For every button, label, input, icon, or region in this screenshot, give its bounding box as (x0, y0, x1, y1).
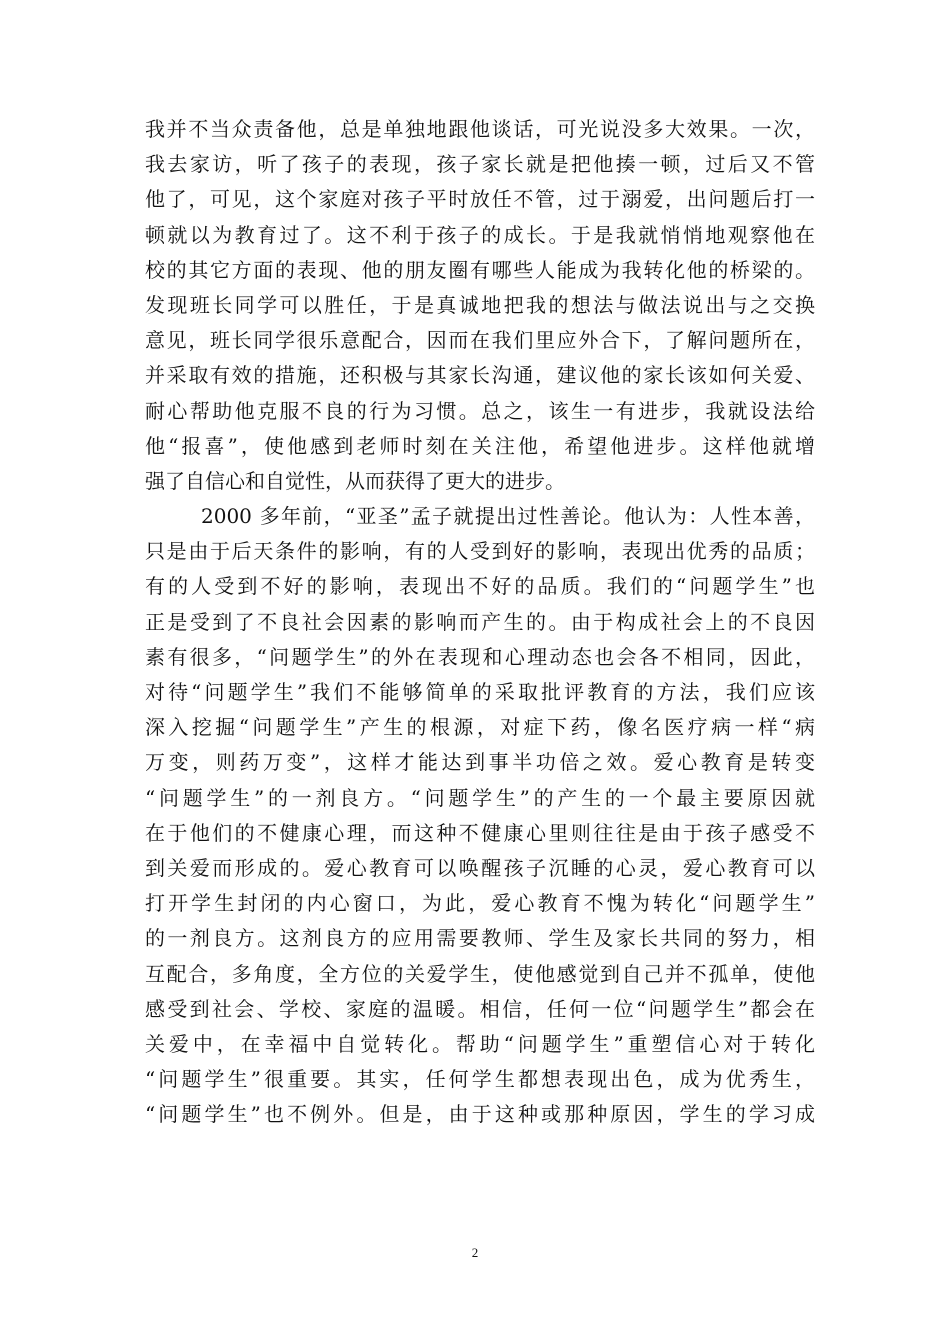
text-line: “问题学生”的一剂良方。“问题学生”的产生的一个最主要原因就 (145, 785, 815, 810)
text-line: 在于他们的不健康心理，而这种不健康心里则往往是由于孩子感受不 (145, 820, 815, 845)
text-line: 深入挖掘“问题学生”产生的根源，对症下药，像名医疗病一样“病 (145, 715, 815, 740)
text-line: 到关爱而形成的。爱心教育可以唤醒孩子沉睡的心灵，爱心教育可以 (145, 855, 815, 880)
text-line: “问题学生”很重要。其实，任何学生都想表现出色，成为优秀生， (145, 1067, 815, 1092)
text-line: 的一剂良方。这剂良方的应用需要教师、学生及家长共同的努力，相 (145, 926, 815, 951)
text-line: 关爱中，在幸福中自觉转化。帮助“问题学生”重塑信心对于转化 (145, 1031, 815, 1056)
text-line: 并采取有效的措施，还积极与其家长沟通，建议他的家长该如何关爱、 (145, 363, 815, 388)
text-line: 校的其它方面的表现、他的朋友圈有哪些人能成为我转化他的桥梁的。 (145, 257, 815, 282)
text-line: 耐心帮助他克服不良的行为习惯。总之，该生一有进步，我就设法给 (145, 398, 815, 423)
text-line: 2000 多年前，“亚圣”孟子就提出过性善论。他认为：人性本善， (201, 504, 815, 529)
text-line: 发现班长同学可以胜任，于是真诚地把我的想法与做法说出与之交换 (145, 292, 815, 317)
text-line: 强了自信心和自觉性，从而获得了更大的进步。 (145, 468, 565, 493)
text-line: 只是由于后天条件的影响，有的人受到好的影响，表现出优秀的品质； (145, 539, 815, 564)
text-line: 素有很多，“问题学生”的外在表现和心理动态也会各不相同，因此， (145, 644, 815, 669)
text-line: 他“报喜”，使他感到老师时刻在关注他，希望他进步。这样他就增 (145, 433, 815, 458)
text-line: 万变，则药万变”，这样才能达到事半功倍之效。爱心教育是转变 (145, 750, 815, 775)
text-line: 打开学生封闭的内心窗口，为此，爱心教育不愧为转化“问题学生” (145, 891, 815, 916)
text-line: 我并不当众责备他，总是单独地跟他谈话，可光说没多大效果。一次， (145, 117, 815, 141)
text-line: 感受到社会、学校、家庭的温暖。相信，任何一位“问题学生”都会在 (145, 996, 815, 1021)
text-line: “问题学生”也不例外。但是，由于这种或那种原因，学生的学习成 (145, 1102, 815, 1127)
body-text (145, 112, 815, 1132)
text-line: 有的人受到不好的影响，表现出不好的品质。我们的“问题学生”也 (145, 574, 815, 599)
text-line: 对待“问题学生”我们不能够简单的采取批评教育的方法，我们应该 (145, 680, 815, 704)
text-line: 正是受到了不良社会因素的影响而产生的。由于构成社会上的不良因 (145, 609, 815, 634)
text-line: 互配合，多角度，全方位的关爱学生，使他感觉到自己并不孤单，使他 (145, 961, 815, 986)
text-line: 我去家访，听了孩子的表现，孩子家长就是把他揍一顿，过后又不管 (145, 152, 815, 177)
page-number: 2 (471, 1245, 479, 1260)
text-line: 他了，可见，这个家庭对孩子平时放任不管，过于溺爱，出问题后打一 (145, 187, 815, 212)
text-line: 顿就以为教育过了。这不利于孩子的成长。于是我就悄悄地观察他在 (145, 222, 815, 247)
text-line: 意见，班长同学很乐意配合，因而在我们里应外合下，了解问题所在， (145, 328, 815, 353)
